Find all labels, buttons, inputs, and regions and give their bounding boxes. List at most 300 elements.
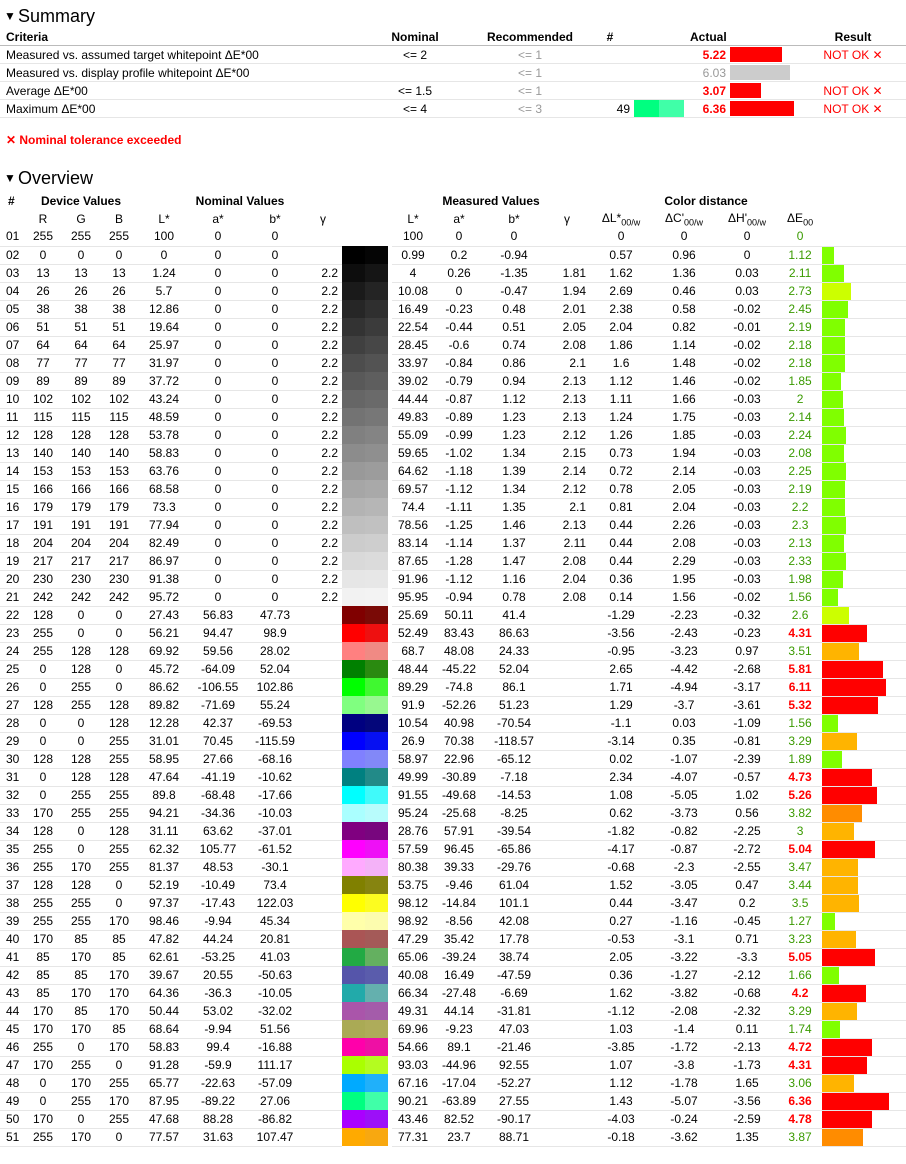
delta-h-cell: -0.03 (716, 390, 778, 408)
device-g-cell: 191 (62, 516, 100, 534)
delta-h-cell: -0.02 (716, 354, 778, 372)
measured-gamma-cell (544, 1110, 590, 1128)
color-swatch (342, 462, 392, 480)
delta-e-bar (822, 1021, 840, 1038)
color-swatch (342, 264, 392, 282)
overview-row (0, 480, 906, 498)
actual-bar-cell (730, 64, 800, 82)
color-swatch (342, 750, 392, 768)
nominal-l-cell: 81.37 (138, 858, 190, 876)
measured-l-cell: 74.4 (392, 498, 434, 516)
delta-l-cell: -4.17 (590, 840, 652, 858)
delta-c-cell: -3.62 (652, 1128, 716, 1146)
measured-a-cell: -0.89 (434, 408, 484, 426)
device-r-cell: 26 (24, 282, 62, 300)
delta-e-bar (822, 319, 845, 336)
nominal-a-cell: 56.83 (190, 606, 246, 624)
device-r-cell: 217 (24, 552, 62, 570)
delta-c-cell: 1.85 (652, 426, 716, 444)
overview-row (0, 786, 906, 804)
delta-e-bar (822, 895, 859, 912)
overview-section (0, 166, 906, 1147)
measured-gamma-cell: 2.1 (544, 354, 590, 372)
measured-a-cell: -74.8 (434, 678, 484, 696)
delta-h-cell: 0.47 (716, 876, 778, 894)
nominal-b-cell: 0 (246, 570, 304, 588)
measured-a-cell: -45.22 (434, 660, 484, 678)
delta-l-cell: 2.69 (590, 282, 652, 300)
delta-l-cell: 0.44 (590, 534, 652, 552)
device-b-cell: 128 (100, 642, 138, 660)
nominal-b-cell: 0 (246, 534, 304, 552)
delta-c-cell: 0.46 (652, 282, 716, 300)
patch-num-cell: 17 (0, 516, 24, 534)
nominal-a-cell: 0 (190, 498, 246, 516)
nominal-gamma-cell: 2.2 (304, 264, 342, 282)
device-b-cell: 255 (100, 786, 138, 804)
measured-a-cell: -0.44 (434, 318, 484, 336)
color-swatch (342, 876, 392, 894)
color-swatch (342, 840, 392, 858)
delta-l-cell: -3.56 (590, 624, 652, 642)
patch-num-cell: 24 (0, 642, 24, 660)
nominal-b-cell: 0 (246, 300, 304, 318)
overview-row (0, 804, 906, 822)
nominal-gamma-cell: 2.2 (304, 426, 342, 444)
measured-gamma-cell (544, 930, 590, 948)
nominal-gamma-cell: 2.2 (304, 444, 342, 462)
col-b: B (114, 212, 123, 226)
measured-l-cell: 0.99 (392, 246, 434, 264)
device-values-header: Device Values (40, 194, 122, 208)
delta-c-cell: -3.1 (652, 930, 716, 948)
color-swatch (342, 426, 392, 444)
nominal-gamma-cell: 2.2 (304, 336, 342, 354)
measured-b-cell: 27.55 (484, 1092, 544, 1110)
nominal-a-cell: 63.62 (190, 822, 246, 840)
delta-e-cell: 3.44 (778, 876, 822, 894)
measured-a-cell: -0.6 (434, 336, 484, 354)
device-g-cell: 242 (62, 588, 100, 606)
measured-gamma-cell (544, 1074, 590, 1092)
delta-c-cell: -3.05 (652, 876, 716, 894)
patch-num-cell: 37 (0, 876, 24, 894)
nominal-cell: <= 1.5 (360, 82, 470, 100)
delta-l-cell: -0.68 (590, 858, 652, 876)
delta-e-bar-cell (822, 606, 906, 624)
delta-e-bar-cell (822, 732, 906, 750)
delta-l-cell: 0.81 (590, 498, 652, 516)
device-g-cell: 26 (62, 282, 100, 300)
delta-e-cell: 1.89 (778, 750, 822, 768)
nominal-gamma-cell: 2.2 (304, 588, 342, 606)
overview-row (0, 894, 906, 912)
delta-e-bar-cell (822, 570, 906, 588)
collapse-triangle-icon[interactable]: ▼ (4, 9, 16, 23)
nominal-cell: <= 2 (360, 46, 470, 64)
measured-l-cell: 66.34 (392, 984, 434, 1002)
nominal-a-cell: -41.19 (190, 768, 246, 786)
device-r-cell: 85 (24, 966, 62, 984)
device-b-cell: 85 (100, 1020, 138, 1038)
delta-c-cell: -2.08 (652, 1002, 716, 1020)
delta-e-cell: 5.04 (778, 840, 822, 858)
delta-l-cell: 0.57 (590, 246, 652, 264)
nominal-b-cell: 111.17 (246, 1056, 304, 1074)
overview-row (0, 768, 906, 786)
delta-h-cell: -0.03 (716, 480, 778, 498)
nominal-l-cell: 94.21 (138, 804, 190, 822)
color-swatch (342, 642, 392, 660)
delta-e-bar-cell (822, 822, 906, 840)
nominal-a-cell: 0 (190, 408, 246, 426)
delta-e-cell: 1.85 (778, 372, 822, 390)
nominal-gamma-cell: 2.2 (304, 372, 342, 390)
delta-c-cell: 0.58 (652, 300, 716, 318)
measured-l-cell: 98.12 (392, 894, 434, 912)
device-g-cell: 170 (62, 1020, 100, 1038)
delta-l-cell: 1.71 (590, 678, 652, 696)
nominal-gamma-cell: 2.2 (304, 570, 342, 588)
nominal-b-cell: 0 (246, 444, 304, 462)
color-swatch (342, 714, 392, 732)
overview-row (0, 300, 906, 318)
measured-a-cell: -0.99 (434, 426, 484, 444)
nominal-b-cell: 107.47 (246, 1128, 304, 1146)
delta-e-bar-cell (822, 858, 906, 876)
measured-a-cell: 39.33 (434, 858, 484, 876)
tolerance-warning: ✕ Nominal tolerance exceeded (6, 133, 182, 147)
measured-gamma-cell (544, 624, 590, 642)
measured-a-cell: -1.12 (434, 570, 484, 588)
nominal-a-cell: 0 (190, 552, 246, 570)
measured-gamma-cell (544, 786, 590, 804)
nominal-l-cell: 77.94 (138, 516, 190, 534)
delta-c-cell: 1.46 (652, 372, 716, 390)
device-b-cell: 255 (100, 750, 138, 768)
color-swatch (342, 1020, 392, 1038)
measured-a-cell: -1.12 (434, 480, 484, 498)
delta-e-bar (822, 805, 862, 822)
patch-num-cell: 30 (0, 750, 24, 768)
device-g-cell: 0 (62, 624, 100, 642)
delta-e-cell: 2.33 (778, 552, 822, 570)
delta-e-cell: 3.47 (778, 858, 822, 876)
summary-row (0, 82, 906, 100)
patch-num-cell: 08 (0, 354, 24, 372)
measured-a-cell: -1.14 (434, 534, 484, 552)
delta-h-cell: 1.02 (716, 786, 778, 804)
measured-a-cell: 44.14 (434, 1002, 484, 1020)
delta-l-cell: -1.29 (590, 606, 652, 624)
measured-gamma-cell: 2.08 (544, 588, 590, 606)
delta-l-cell: -0.95 (590, 642, 652, 660)
device-g-cell: 255 (62, 696, 100, 714)
nominal-a-cell: -9.94 (190, 1020, 246, 1038)
delta-h-cell: -1.73 (716, 1056, 778, 1074)
measured-a-cell: 40.98 (434, 714, 484, 732)
delta-e-cell: 1.98 (778, 570, 822, 588)
overview-row (0, 714, 906, 732)
patch-num-cell: 49 (0, 1092, 24, 1110)
measured-b-cell: 0 (484, 228, 544, 246)
nominal-l-cell: 91.28 (138, 1056, 190, 1074)
measured-b-cell: -8.25 (484, 804, 544, 822)
measured-l-cell: 57.59 (392, 840, 434, 858)
nominal-b-cell: 0 (246, 336, 304, 354)
measured-gamma-cell (544, 822, 590, 840)
nominal-l-cell: 48.59 (138, 408, 190, 426)
patch-num-cell: 35 (0, 840, 24, 858)
delta-e-bar (822, 733, 857, 750)
delta-e-cell: 2.13 (778, 534, 822, 552)
measured-l-cell: 10.08 (392, 282, 434, 300)
result-cell: NOT OK ✕ (800, 100, 906, 118)
delta-e-bar-cell (822, 984, 906, 1002)
measured-a-cell: -1.02 (434, 444, 484, 462)
nominal-b-cell: -16.88 (246, 1038, 304, 1056)
measured-l-cell: 22.54 (392, 318, 434, 336)
patch-num-cell: 18 (0, 534, 24, 552)
overview-row (0, 1110, 906, 1128)
col-delta-h: $\Delta H'_{00/w}$ (728, 210, 767, 228)
device-g-cell: 128 (62, 876, 100, 894)
device-g-cell: 115 (62, 408, 100, 426)
nominal-l-cell: 53.78 (138, 426, 190, 444)
patch-num-cell: 44 (0, 1002, 24, 1020)
device-g-cell: 13 (62, 264, 100, 282)
delta-h-cell: 0.2 (716, 894, 778, 912)
nominal-a-cell: 105.77 (190, 840, 246, 858)
nominal-gamma-cell: 2.2 (304, 480, 342, 498)
measured-b-cell: -52.27 (484, 1074, 544, 1092)
patch-num-cell: 46 (0, 1038, 24, 1056)
delta-h-cell: -2.12 (716, 966, 778, 984)
delta-e-cell: 2.08 (778, 444, 822, 462)
delta-e-bar (822, 913, 835, 930)
delta-c-cell: 2.04 (652, 498, 716, 516)
delta-e-bar-cell (822, 282, 906, 300)
nominal-b-cell: 0 (246, 408, 304, 426)
nominal-b-cell: 28.02 (246, 642, 304, 660)
measured-l-cell: 10.54 (392, 714, 434, 732)
delta-e-bar (822, 751, 842, 768)
delta-l-cell: 1.12 (590, 1074, 652, 1092)
delta-h-cell: -0.03 (716, 408, 778, 426)
measured-b-cell: -31.81 (484, 1002, 544, 1020)
measured-b-cell: -65.86 (484, 840, 544, 858)
device-b-cell: 170 (100, 912, 138, 930)
overview-row (0, 1128, 906, 1146)
delta-e-cell: 1.27 (778, 912, 822, 930)
delta-e-bar (822, 301, 848, 318)
overview-row (0, 498, 906, 516)
nominal-gamma-cell (304, 786, 342, 804)
patch-num-cell: 07 (0, 336, 24, 354)
overview-row (0, 876, 906, 894)
delta-h-cell: 0.97 (716, 642, 778, 660)
delta-e-cell: 3 (778, 822, 822, 840)
device-b-cell: 255 (100, 1110, 138, 1128)
nominal-l-cell: 73.3 (138, 498, 190, 516)
measured-l-cell: 95.95 (392, 588, 434, 606)
overview-row (0, 606, 906, 624)
delta-e-bar (822, 517, 846, 534)
nominal-a-cell: 0 (190, 390, 246, 408)
color-swatch (342, 822, 392, 840)
measured-l-cell: 93.03 (392, 1056, 434, 1074)
measured-b-cell: 1.34 (484, 480, 544, 498)
overview-heading[interactable]: ▼ Overview (4, 168, 94, 188)
measured-a-cell: -0.23 (434, 300, 484, 318)
color-swatch (342, 1074, 392, 1092)
measured-gamma-cell: 2.12 (544, 426, 590, 444)
delta-e-cell: 4.73 (778, 768, 822, 786)
nominal-b-cell: 27.06 (246, 1092, 304, 1110)
patch-num-cell: 50 (0, 1110, 24, 1128)
color-swatch (342, 318, 392, 336)
device-g-cell: 64 (62, 336, 100, 354)
nominal-l-cell: 50.44 (138, 1002, 190, 1020)
patch-num-cell: 38 (0, 894, 24, 912)
nominal-gamma-cell (304, 876, 342, 894)
device-g-cell: 170 (62, 858, 100, 876)
device-b-cell: 153 (100, 462, 138, 480)
summary-heading[interactable]: ▼ Summary (4, 6, 96, 26)
overview-row (0, 426, 906, 444)
nominal-a-cell: -9.94 (190, 912, 246, 930)
result-cell: NOT OK ✕ (800, 82, 906, 100)
nominal-l-cell: 86.62 (138, 678, 190, 696)
delta-h-cell: -2.13 (716, 1038, 778, 1056)
measured-l-cell: 52.49 (392, 624, 434, 642)
device-b-cell: 0 (100, 624, 138, 642)
delta-c-cell: 1.56 (652, 588, 716, 606)
device-b-cell: 128 (100, 426, 138, 444)
color-swatch (342, 444, 392, 462)
delta-h-cell: 0 (716, 246, 778, 264)
delta-e-bar (822, 355, 845, 372)
delta-e-bar-cell (822, 552, 906, 570)
device-g-cell: 255 (62, 786, 100, 804)
device-b-cell: 77 (100, 354, 138, 372)
nominal-b-cell: 0 (246, 372, 304, 390)
delta-e-bar-cell (822, 534, 906, 552)
nominal-a-cell: -34.36 (190, 804, 246, 822)
device-g-cell: 51 (62, 318, 100, 336)
delta-e-cell: 6.11 (778, 678, 822, 696)
nominal-l-cell: 58.83 (138, 1038, 190, 1056)
nominal-l-cell: 58.83 (138, 444, 190, 462)
nominal-a-cell: 0 (190, 534, 246, 552)
delta-l-cell: 1.11 (590, 390, 652, 408)
patch-num-cell: 13 (0, 444, 24, 462)
color-swatch (342, 858, 392, 876)
delta-e-bar (822, 931, 856, 948)
measured-a-cell: 22.96 (434, 750, 484, 768)
device-r-cell: 0 (24, 768, 62, 786)
collapse-triangle-icon[interactable]: ▼ (4, 171, 16, 185)
nominal-b-cell: 41.03 (246, 948, 304, 966)
device-r-cell: 255 (24, 1038, 62, 1056)
measured-a-cell: -52.26 (434, 696, 484, 714)
color-swatch (342, 588, 392, 606)
measured-l-cell: 91.9 (392, 696, 434, 714)
overview-table (0, 192, 906, 1147)
device-b-cell: 89 (100, 372, 138, 390)
nominal-l-cell: 98.46 (138, 912, 190, 930)
measured-b-cell: 1.23 (484, 408, 544, 426)
nominal-a-cell: 0 (190, 300, 246, 318)
delta-h-cell: -0.81 (716, 732, 778, 750)
worst-patch-swatch (630, 82, 660, 100)
device-r-cell: 170 (24, 1056, 62, 1074)
actual-bar (730, 83, 761, 98)
delta-e-bar (822, 481, 845, 498)
color-swatch (342, 732, 392, 750)
color-swatch (342, 660, 392, 678)
delta-e-bar (822, 769, 872, 786)
nominal-b-cell: -10.03 (246, 804, 304, 822)
measured-l-cell: 69.57 (392, 480, 434, 498)
device-g-cell: 0 (62, 732, 100, 750)
color-swatch (342, 300, 392, 318)
delta-l-cell: 1.86 (590, 336, 652, 354)
col-delta-c: $\Delta C'_{00/w}$ (665, 210, 704, 228)
measured-a-cell: -30.89 (434, 768, 484, 786)
delta-e-bar (822, 841, 875, 858)
delta-l-cell: -1.1 (590, 714, 652, 732)
nominal-b-cell: 52.04 (246, 660, 304, 678)
nominal-b-cell: 0 (246, 552, 304, 570)
col-g: G (76, 212, 86, 226)
patch-num-cell: 41 (0, 948, 24, 966)
device-r-cell: 0 (24, 732, 62, 750)
delta-e-bar-cell (822, 912, 906, 930)
delta-e-bar (822, 445, 844, 462)
measured-a-cell: -1.28 (434, 552, 484, 570)
measured-l-cell: 47.29 (392, 930, 434, 948)
nominal-gamma-cell: 2.2 (304, 516, 342, 534)
delta-e-bar-cell (822, 246, 906, 264)
overview-row (0, 678, 906, 696)
delta-h-cell: -0.03 (716, 570, 778, 588)
nominal-gamma-cell (304, 912, 342, 930)
delta-c-cell: -1.27 (652, 966, 716, 984)
col-measured-b: b* (508, 212, 520, 226)
measured-b-cell: 92.55 (484, 1056, 544, 1074)
measured-a-cell: -0.84 (434, 354, 484, 372)
delta-e-cell: 1.74 (778, 1020, 822, 1038)
delta-e-cell: 2.18 (778, 336, 822, 354)
delta-e-bar (822, 877, 858, 894)
measured-l-cell: 49.83 (392, 408, 434, 426)
measured-gamma-cell: 2.11 (544, 534, 590, 552)
recommended-cell: <= 3 (470, 100, 590, 118)
patch-num-cell: 04 (0, 282, 24, 300)
delta-e-bar-cell (822, 588, 906, 606)
nominal-cell: <= 4 (360, 100, 470, 118)
measured-a-cell: -1.11 (434, 498, 484, 516)
device-g-cell: 0 (62, 246, 100, 264)
measured-gamma-cell: 2.08 (544, 552, 590, 570)
col-measured-l: L* (407, 212, 419, 226)
measured-l-cell: 64.62 (392, 462, 434, 480)
delta-e-bar (822, 1075, 854, 1092)
delta-c-cell: -0.24 (652, 1110, 716, 1128)
nominal-a-cell: -22.63 (190, 1074, 246, 1092)
actual-bar (730, 101, 794, 116)
